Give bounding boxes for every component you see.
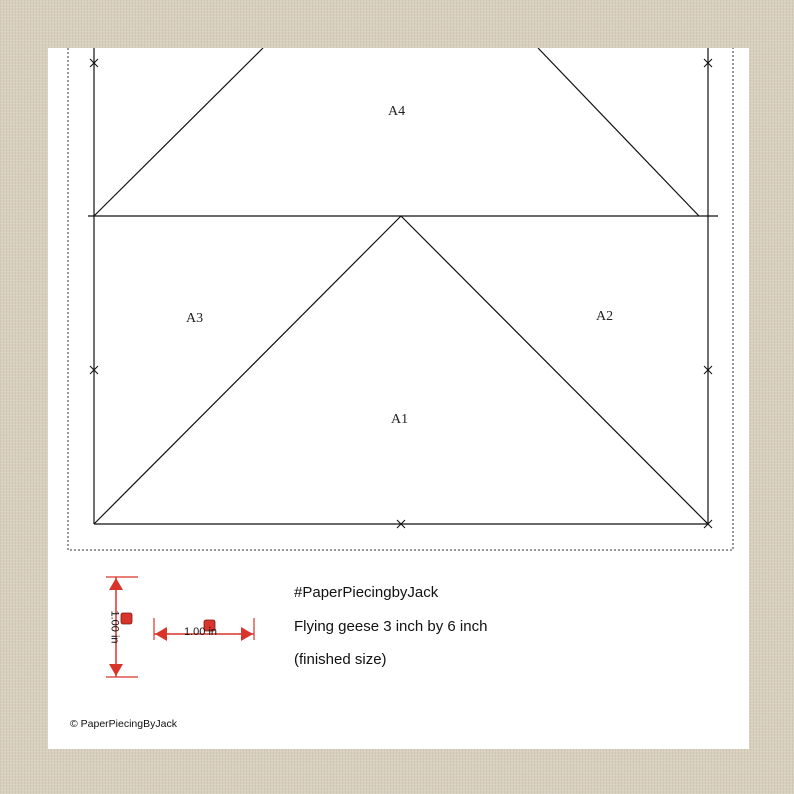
patch-label-a4: A4 [388, 104, 406, 119]
lower-goose-left-diagonal [94, 216, 401, 524]
copyright-text: © PaperPiecingByJack [70, 718, 177, 730]
scale-label-vertical: 1.00 in [108, 610, 121, 644]
block-description: Flying geese 3 inch by 6 inch [294, 618, 488, 635]
patch-label-a1: A1 [391, 412, 409, 427]
pattern-diagram [48, 48, 749, 749]
patch-label-a2: A2 [596, 309, 614, 324]
hashtag-text: #PaperPiecingbyJack [294, 584, 439, 601]
patch-label-a3: A3 [186, 311, 204, 326]
pattern-sheet [48, 48, 749, 749]
seam-allowance-outline [68, 48, 733, 550]
lower-goose-right-diagonal [401, 216, 708, 524]
scale-label-horizontal: 1.00 in [184, 626, 218, 638]
upper-goose-left-diagonal [94, 48, 263, 216]
finished-size-note: (finished size) [294, 651, 387, 668]
upper-goose-right-diagonal [538, 48, 699, 216]
